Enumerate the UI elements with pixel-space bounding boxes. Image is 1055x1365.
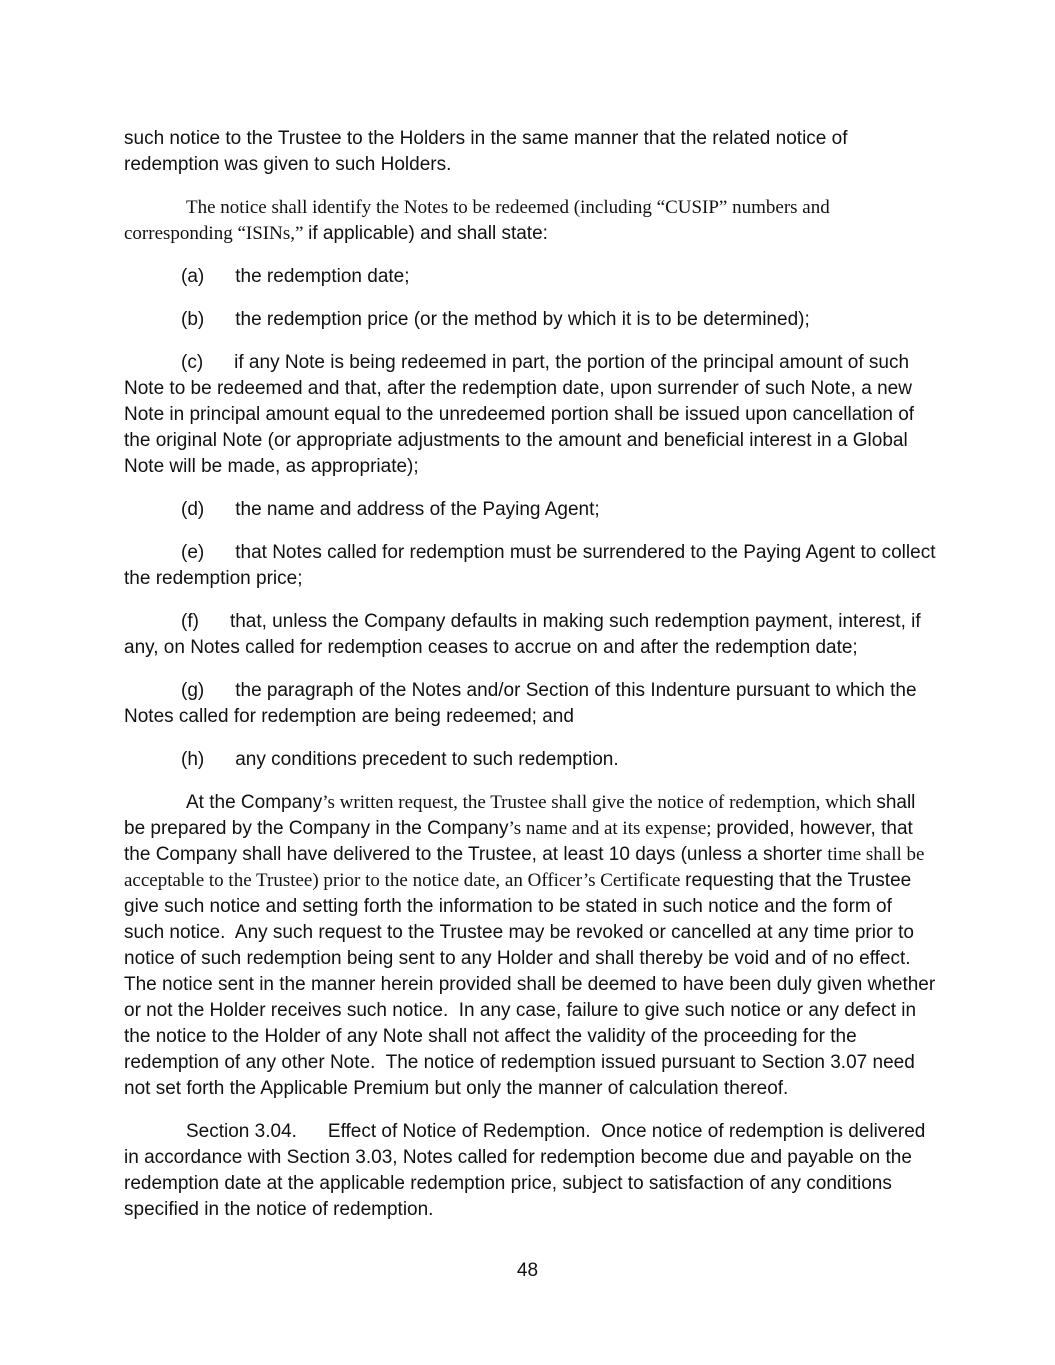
list-item-label: (g) <box>181 680 205 701</box>
list-item-d <box>124 497 936 523</box>
text-run: ’s name and at its expense; <box>508 818 717 839</box>
text-run: the redemption date; <box>235 266 410 287</box>
text-run: any conditions precedent to such redemption. <box>235 749 619 770</box>
paragraph-company-request <box>124 790 941 1102</box>
page-number: 48 <box>516 1260 539 1281</box>
text-run: the paragraph of the Notes and/or Section of this Indenture pursuant to which the Notes called for redemption are being redeemed; and <box>124 680 922 727</box>
list-item-label: (d) <box>181 499 205 520</box>
list-item-g <box>124 678 936 730</box>
text-run: that, unless the Company defaults in making such redemption payment, interest, if any, on Notes called for redemption ceases to accrue on and after the redemption date; <box>124 611 926 658</box>
list-item-label: (f) <box>181 611 199 632</box>
list-item-label: (h) <box>181 749 205 770</box>
list-item-h <box>124 747 936 773</box>
text-run: the name and address of the Paying Agent; <box>235 499 600 520</box>
text-run: if applicable) and shall state: <box>308 223 548 244</box>
text-run: time shall be acceptable to the Trustee) prior to the notice date, an Officer’s Certificate <box>124 844 930 891</box>
paragraph-notice-identify <box>124 195 936 247</box>
paragraph-carryover <box>124 126 936 178</box>
text-run: provided, however, that the Company shall have delivered to the Trustee, at least 10 days (unless a shorter <box>124 818 919 865</box>
list-item-e <box>124 540 941 592</box>
text-run: shall be prepared by the Company in the Company <box>124 792 921 839</box>
text-run: if any Note is being redeemed in part, the portion of the principal amount of such Note to be redeemed and that, after the redemption date, upon surrender of such Note, a new Note in principal amount equal to the unredeemed portion shall be issued upon cancellation of the original Note (or appropriate adjustments to the amount and beneficial interest in a Global Note will be made, as appropriate); <box>124 352 920 477</box>
document-body <box>124 126 941 1223</box>
list-item-label: (c) <box>181 352 204 373</box>
text-run: Section 3.04. <box>186 1121 297 1142</box>
text-run: ’s written request, the Trustee shall give the notice of redemption, which <box>322 792 877 813</box>
text-run: Effect of Notice of Redemption. Once notice of redemption is delivered in accordance with Section 3.03, Notes called for redemption become due and payable on the redemption date at the applicable redemption price, subject to satisfaction of any conditions specified in the notice of redemption. <box>124 1121 931 1220</box>
list-item-b <box>124 307 936 333</box>
list-item-f <box>124 609 936 661</box>
text-run: requesting that the Trustee give such notice and setting forth the information to be stated in such notice and the form of such notice. Any such request to the Trustee may be revoked or cancelled at any time prior to notice of such redemption being sent to any Holder and shall thereby be void and of no effect. The notice sent in the manner herein provided shall be deemed to have been duly given whether or not the Holder receives such notice. In any case, failure to give such notice or any defect in the notice to the Holder of any Note shall not affect the validity of the proceeding for the redemption of any other Note. The notice of redemption issued pursuant to Section 3.07 need not set forth the Applicable Premium but only the manner of calculation thereof. <box>124 870 941 1099</box>
text-run: At the Company <box>186 792 323 813</box>
paragraph-section-3-04 <box>124 1119 936 1223</box>
list-item-c <box>124 350 936 480</box>
list-item-label: (a) <box>181 266 205 287</box>
text-run: such notice to the Trustee to the Holders in the same manner that the related notice of redemption was given to such Holders. <box>124 128 853 175</box>
list-item-label: (b) <box>181 309 205 330</box>
text-run: that Notes called for redemption must be surrendered to the Paying Agent to collect the redemption price; <box>124 542 941 589</box>
list-item-label: (e) <box>181 542 205 563</box>
text-run: the redemption price (or the method by which it is to be determined); <box>235 309 810 330</box>
text-run: The notice shall identify the Notes to be redeemed (including “CUSIP” numbers and corresponding “ISINs,” <box>124 197 835 244</box>
list-item-a <box>124 264 936 290</box>
